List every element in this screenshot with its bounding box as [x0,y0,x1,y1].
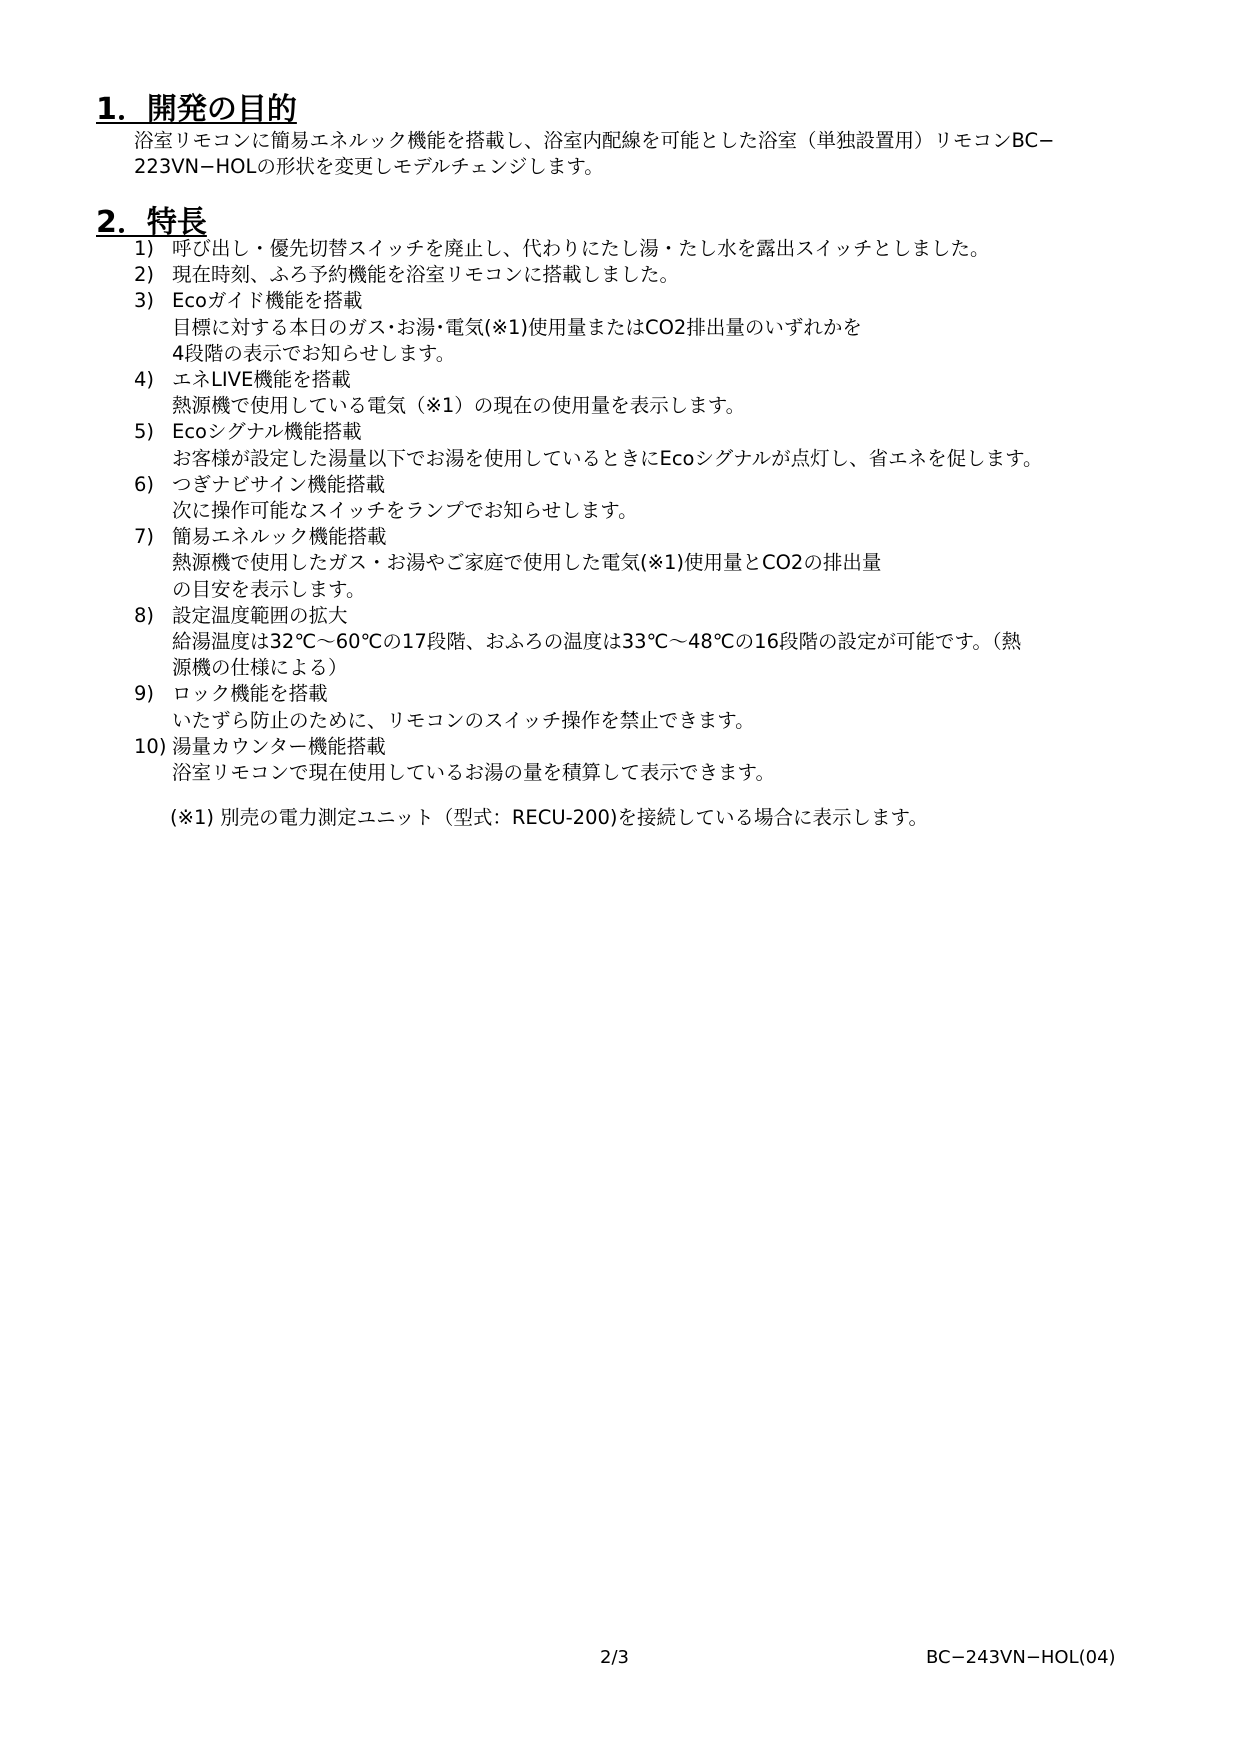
page-number: 2/3 [600,1647,629,1668]
feature-title: 現在時刻、ふろ予約機能を浴室リモコンに搭載しました。 [172,263,680,287]
feature-item-2 [134,262,1174,288]
feature-number: 3) [134,289,155,313]
feature-title: 簡易エネルック機能搭載 [172,525,387,549]
feature-title: 設定温度範囲の拡大 [172,603,348,627]
feature-item-7 [134,524,1174,603]
feature-item-3 [134,288,1174,367]
feature-detail: 4段階の表示でお知らせします。 [172,341,456,365]
feature-number: 2) [134,263,155,287]
feature-detail: お客様が設定した湯量以下でお湯を使用しているときにEcoシグナルが点灯し、省エネを促します。 [172,446,1043,470]
feature-item-1 [134,236,1174,262]
feature-title: 呼び出し・優先切替スイッチを廃止し、代わりにたし湯・たし水を露出スイッチとしました。 [172,237,990,260]
feature-title: 湯量カウンター機能搭載 [172,734,386,758]
feature-detail: 熱源機で使用したガス・お湯やご家庭で使用した電気(※1)使用量とCO2の排出量 [172,551,882,575]
section1-heading: 1．開発の目的 [96,92,297,127]
feature-item-5 [134,419,1174,471]
feature-number: 6) [134,472,155,496]
feature-number: 8) [134,603,155,627]
document-id: BC−243VN−HOL(04) [926,1647,1116,1668]
feature-detail: 次に操作可能なスイッチをランプでお知らせします。 [172,499,638,523]
feature-number: 10) [134,734,167,758]
feature-detail: 源機の仕様による） [172,656,348,680]
feature-detail: 熱源機で使用している電気（※1）の現在の使用量を表示します。 [172,394,746,418]
feature-detail: 給湯温度は32℃〜60℃の17段階、おふろの温度は33℃〜48℃の16段階の設定が可能です。（熱 [172,630,1022,654]
feature-item-6 [134,472,1174,524]
feature-list [134,236,1174,786]
section2-heading: 2．特長 [96,205,207,240]
feature-title: Ecoガイド機能を搭載 [172,289,363,313]
feature-item-10 [134,734,1174,786]
section1-line-1: 浴室リモコンに簡易エネルック機能を搭載し、浴室内配線を可能とした浴室（単独設置用）リモコンBC− [134,129,1055,152]
feature-item-4 [134,367,1174,419]
feature-number: 4) [134,368,155,392]
feature-number: 1) [134,237,155,260]
feature-detail: 浴室リモコンで現在使用しているお湯の量を積算して表示できます。 [172,761,775,785]
feature-title: つぎナビサイン機能搭載 [172,472,386,496]
feature-number: 9) [134,682,155,706]
footnote: (※1) 別売の電力測定ユニット（型式：RECU-200)を接続している場合に表示します。 [170,806,928,829]
feature-number: 5) [134,420,155,444]
section1-line-2: 223VN−HOLの形状を変更しモデルチェンジします。 [134,155,604,178]
feature-number: 7) [134,525,155,549]
feature-detail: 目標に対する本日のガス･お湯･電気(※1)使用量またはCO2排出量のいずれかを [172,315,862,339]
feature-title: Ecoシグナル機能搭載 [172,420,362,444]
feature-item-9 [134,681,1174,733]
feature-title: ロック機能を搭載 [172,682,328,706]
feature-detail: の目安を表示します。 [172,577,366,601]
feature-item-8 [134,603,1174,682]
feature-detail: いたずら防止のために、リモコンのスイッチ操作を禁止できます。 [172,708,755,732]
feature-title: エネLIVE機能を搭載 [172,368,351,392]
